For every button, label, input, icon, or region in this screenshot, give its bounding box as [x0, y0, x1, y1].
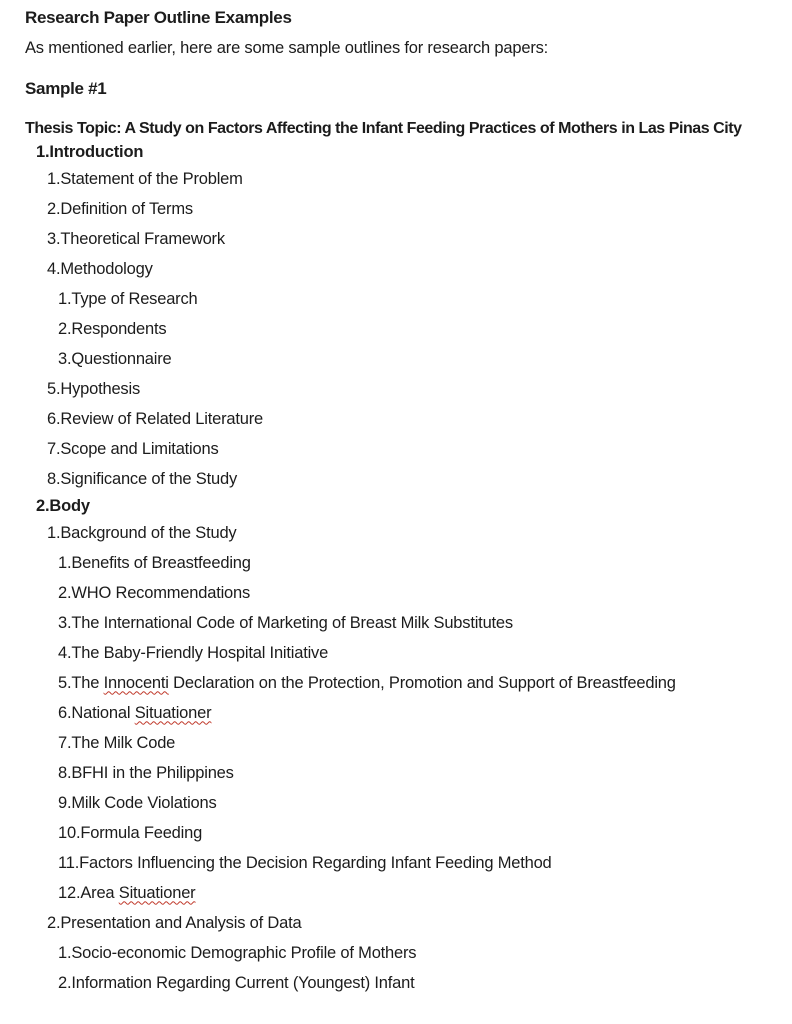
outline-item — [0, 668, 792, 698]
page-title: Research Paper Outline Examples — [25, 8, 292, 27]
outline-item — [0, 968, 792, 998]
outline-item-number: 3. — [47, 229, 61, 248]
outline-item — [0, 464, 792, 494]
outline-item — [0, 698, 792, 728]
outline-item-label: Significance of the Study — [60, 469, 237, 488]
outline-item-number: 3. — [58, 349, 72, 368]
outline-item-label: Review of Related Literature — [60, 409, 263, 428]
outline-item — [0, 908, 792, 938]
outline-item-label: Type of Research — [71, 289, 198, 308]
outline-item — [0, 818, 792, 848]
outline-item-label: Statement of the Problem — [60, 169, 243, 188]
outline-item — [0, 374, 792, 404]
thesis-topic-heading: Thesis Topic: A Study on Factors Affecting the Infant Feeding Practices of Mothers in Las Pinas City — [25, 120, 742, 137]
outline-item-number: 1. — [47, 169, 61, 188]
outline-item — [0, 494, 792, 518]
outline-item-label: The Baby-Friendly Hospital Initiative — [71, 643, 329, 662]
outline-item-number: 5. — [47, 379, 61, 398]
outline-item-label: Background of the Study — [60, 523, 237, 542]
outline-item — [0, 728, 792, 758]
outline-item-number: 2. — [58, 583, 72, 602]
outline-item — [0, 224, 792, 254]
outline-item — [0, 578, 792, 608]
outline-item-label: Introduction — [49, 142, 144, 161]
outline-item-number: 2. — [58, 973, 72, 992]
outline-item — [0, 518, 792, 548]
outline-item — [0, 284, 792, 314]
misspelled-word: Situationer — [134, 703, 212, 722]
outline-item — [0, 758, 792, 788]
outline-item-label: The Milk Code — [71, 733, 176, 752]
outline-item-label: Hypothesis — [60, 379, 140, 398]
outline-item-number: 3. — [58, 613, 72, 632]
outline-item-label: Theoretical Framework — [60, 229, 225, 248]
outline-item-label: WHO Recommendations — [71, 583, 251, 602]
outline-item-number: 2. — [58, 319, 72, 338]
outline-item-label: Scope and Limitations — [60, 439, 219, 458]
outline-item-number: 1. — [58, 289, 72, 308]
outline-item-label: Factors Influencing the Decision Regarding Infant Feeding Method — [79, 853, 552, 872]
outline-item — [0, 404, 792, 434]
outline-item — [0, 140, 792, 164]
outline-item-label: Milk Code Violations — [71, 793, 217, 812]
outline-item-number: 7. — [58, 733, 72, 752]
outline-item-label: Information Regarding Current (Youngest) Infant — [71, 973, 415, 992]
misspelled-word: Innocenti — [103, 673, 169, 692]
outline-item-label: Definition of Terms — [60, 199, 193, 218]
outline-item-label: Presentation and Analysis of Data — [60, 913, 302, 932]
outline-item-number: 4. — [47, 259, 61, 278]
outline-item-number: 10. — [58, 823, 81, 842]
outline-item-label: Formula Feeding — [80, 823, 203, 842]
outline-item-number: 6. — [58, 703, 72, 722]
outline-item — [0, 608, 792, 638]
outline-item-label: Area Situationer — [80, 883, 196, 902]
outline-item-label: National Situationer — [71, 703, 212, 722]
outline-item-number: 8. — [47, 469, 61, 488]
outline-item-number: 1. — [36, 142, 50, 161]
outline-item — [0, 848, 792, 878]
outline-item-label: The International Code of Marketing of Breast Milk Substitutes — [71, 613, 513, 632]
outline-item — [0, 254, 792, 284]
outline-item-label: The Innocenti Declaration on the Protection, Promotion and Support of Breastfeeding — [71, 673, 676, 692]
outline-item-number: 7. — [47, 439, 61, 458]
outline-item-label: Body — [49, 496, 90, 515]
outline-item — [0, 344, 792, 374]
outline-item-number: 1. — [47, 523, 61, 542]
outline-item — [0, 638, 792, 668]
outline-item-number: 4. — [58, 643, 72, 662]
outline-item — [0, 314, 792, 344]
outline-item-label: Questionnaire — [71, 349, 172, 368]
outline-item-label: BFHI in the Philippines — [71, 763, 234, 782]
outline-item-number: 2. — [47, 199, 61, 218]
outline-item — [0, 548, 792, 578]
outline-item — [0, 434, 792, 464]
outline-item — [0, 164, 792, 194]
outline-item-label: Socio-economic Demographic Profile of Mothers — [71, 943, 417, 962]
outline-item — [0, 788, 792, 818]
outline-list — [0, 140, 792, 998]
intro-paragraph: As mentioned earlier, here are some sample outlines for research papers: — [25, 39, 549, 57]
outline-item-number: 6. — [47, 409, 61, 428]
outline-item-label: Respondents — [71, 319, 167, 338]
outline-item-number: 11. — [58, 853, 80, 872]
misspelled-word: Situationer — [118, 883, 196, 902]
outline-item-number: 8. — [58, 763, 72, 782]
outline-item — [0, 194, 792, 224]
outline-item-number: 1. — [58, 943, 72, 962]
outline-item-number: 12. — [58, 883, 81, 902]
outline-item-number: 9. — [58, 793, 72, 812]
outline-item-number: 5. — [58, 673, 72, 692]
outline-item-number: 2. — [36, 496, 50, 515]
outline-item — [0, 938, 792, 968]
outline-item — [0, 878, 792, 908]
sample-heading: Sample #1 — [25, 79, 107, 98]
outline-item-number: 2. — [47, 913, 61, 932]
outline-item-label: Benefits of Breastfeeding — [71, 553, 251, 572]
outline-item-label: Methodology — [60, 259, 153, 278]
outline-item-number: 1. — [58, 553, 72, 572]
